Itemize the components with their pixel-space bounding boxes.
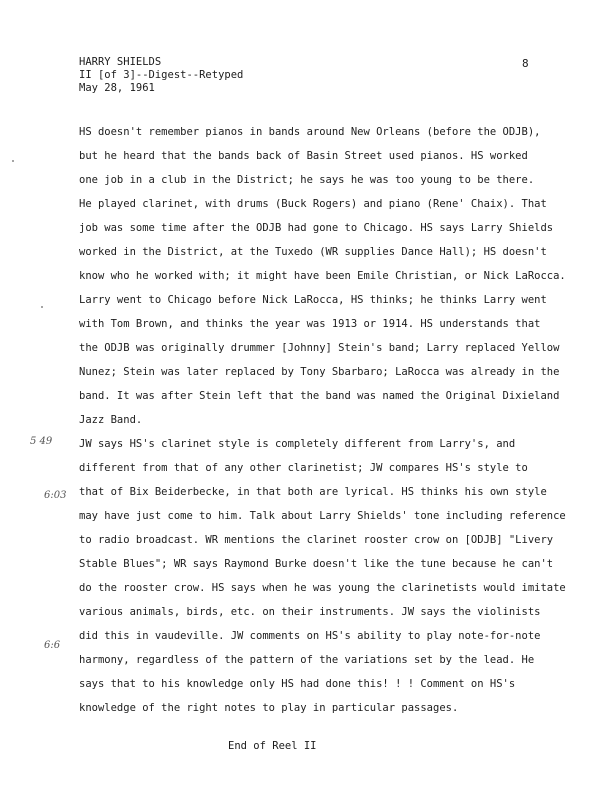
- margin-time-note: 6:03: [44, 490, 67, 501]
- header-name: HARRY SHIELDS: [79, 56, 162, 68]
- body-line: one job in a club in the District; he says he was too young to be there.: [79, 174, 535, 186]
- body-line: the ODJB was originally drummer [Johnny] Stein's band; Larry replaced Yellow: [79, 342, 560, 354]
- body-line: Stable Blues"; WR says Raymond Burke doesn't like the tune because he can't: [79, 558, 554, 570]
- document-header: [79, 56, 243, 95]
- header-date: May 28, 1961: [79, 82, 155, 94]
- body-line: various animals, birds, etc. on their instruments. JW says the violinists: [79, 606, 541, 618]
- body-line: but he heard that the bands back of Basin Street used pianos. HS worked: [79, 150, 528, 162]
- body-line: worked in the District, at the Tuxedo (WR supplies Dance Hall); HS doesn't: [79, 246, 547, 258]
- body-line: may have just come to him. Talk about Larry Shields' tone including reference: [79, 510, 566, 522]
- margin-time-note: 5 49: [30, 436, 53, 447]
- body-line: that of Bix Beiderbecke, in that both are lyrical. HS thinks his own style: [79, 486, 547, 498]
- scan-speck: [12, 160, 14, 162]
- body-line: with Tom Brown, and thinks the year was 1913 or 1914. HS understands that: [79, 318, 541, 330]
- body-line: did this in vaudeville. JW comments on HS's ability to play note-for-note: [79, 630, 541, 642]
- body-line: knowledge of the right notes to play in particular passages.: [79, 702, 459, 714]
- body-line: Larry went to Chicago before Nick LaRocca, HS thinks; he thinks Larry went: [79, 294, 547, 306]
- body-line: Jazz Band.: [79, 414, 143, 426]
- body-line: HS doesn't remember pianos in bands around New Orleans (before the ODJB),: [79, 126, 541, 138]
- body-line: know who he worked with; it might have been Emile Christian, or Nick LaRocca.: [79, 270, 566, 282]
- body-line: says that to his knowledge only HS had done this! ! ! Comment on HS's: [79, 678, 516, 690]
- end-of-reel-footer: End of Reel II: [228, 740, 317, 752]
- body-line: Nunez; Stein was later replaced by Tony Sbarbaro; LaRocca was already in the: [79, 366, 560, 378]
- body-line: job was some time after the ODJB had gone to Chicago. HS says Larry Shields: [79, 222, 554, 234]
- scan-speck: [41, 306, 43, 308]
- header-part: II [of 3]--Digest--Retyped: [79, 69, 244, 81]
- body-line: to radio broadcast. WR mentions the clarinet rooster crow on [ODJB] "Livery: [79, 534, 554, 546]
- body-line: do the rooster crow. HS says when he was young the clarinetists would imitate: [79, 582, 566, 594]
- page-number: 8: [522, 57, 529, 70]
- body-line: different from that of any other clarinetist; JW compares HS's style to: [79, 462, 528, 474]
- body-line: harmony, regardless of the pattern of the variations set by the lead. He: [79, 654, 535, 666]
- body-line: band. It was after Stein left that the band was named the Original Dixieland: [79, 390, 560, 402]
- body-line: He played clarinet, with drums (Buck Rogers) and piano (Rene' Chaix). That: [79, 198, 547, 210]
- body-line: JW says HS's clarinet style is completely different from Larry's, and: [79, 438, 516, 450]
- margin-time-note: 6:6: [44, 640, 61, 651]
